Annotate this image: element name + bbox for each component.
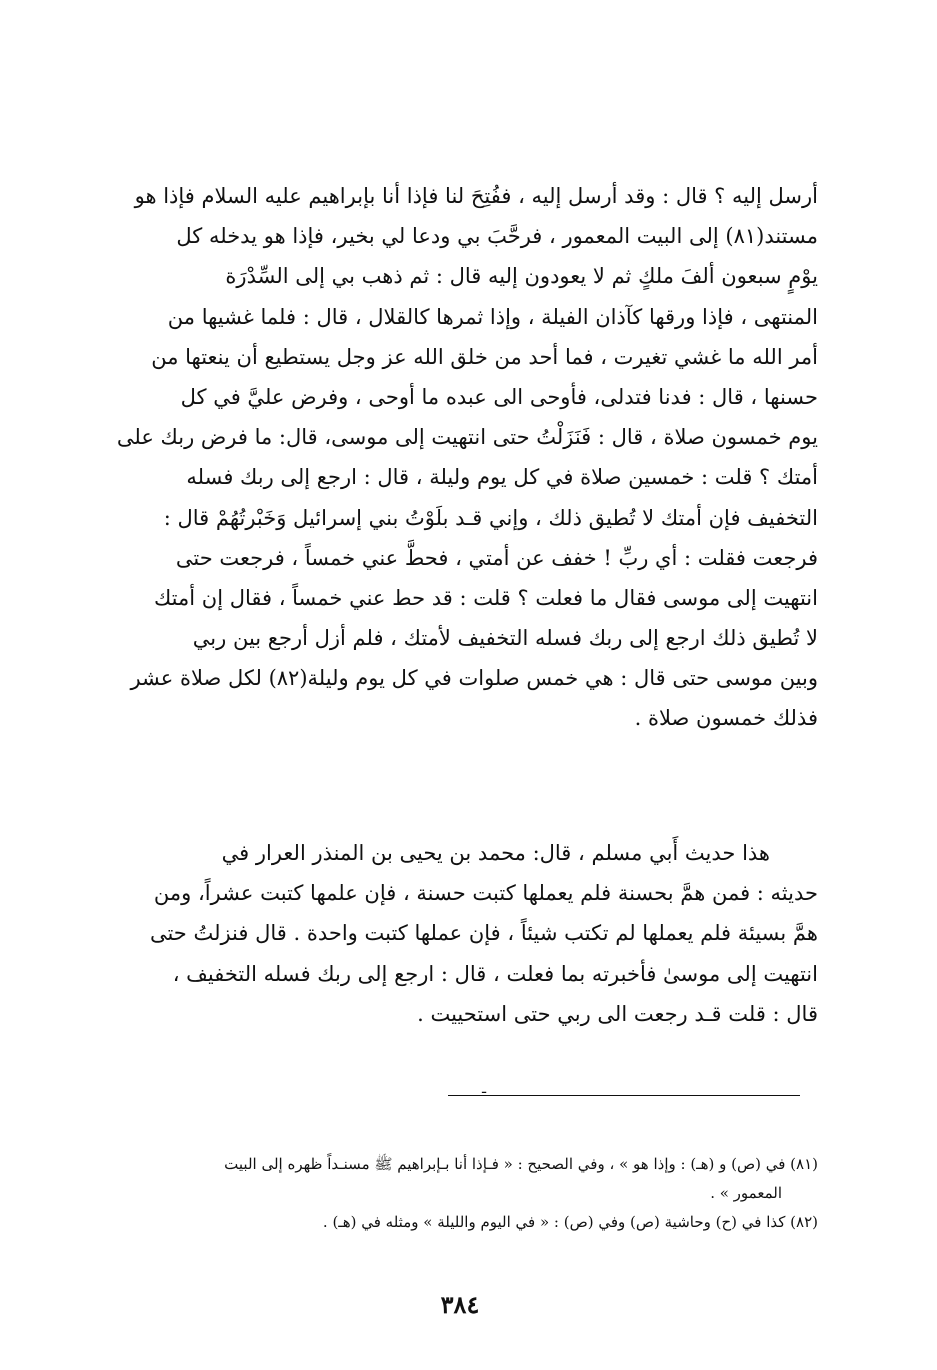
text-line: لا تُطيق ذلك ارجع إلى ربك فسله التخفيف لأمتك ، فلم أزل أرجع بين ربي [192, 626, 818, 651]
text-line: فرجعت فقلت : أي ربِّ ! خفف عن أمتي ، فحطَّ عني خمساً ، فرجعت حتى [175, 545, 818, 570]
text-line: يوْمٍ سبعون ألفَ ملكٍ ثم لا يعودون إليه قال : ثم ذهب بي إلى السِّدْرَة [225, 264, 818, 289]
text-line: يوم خمسون صلاة ، قال : فَنَزَلْتُ حتى انتهيت إلى موسى، قال: ما فرض ربك على [116, 425, 818, 450]
footnote-82: (٨٢) كذا في (ح) وحاشية (ص) وفي (ص) : « في اليوم والليلة » ومثله في (هـ) . [322, 1213, 818, 1231]
footnote-separator-rule [448, 1095, 800, 1096]
text-line: أرسل إليه ؟ قال : وقد أرسل إليه ، ففُتِحَ لنا فإذا أنا بإبراهيم عليه السلام فإذا هو [134, 184, 818, 208]
footnotes [110, 1150, 818, 1237]
text-line: المنتهى ، فإذا ورقها كآذان الفيلة ، وإذا ثمرها كالقلال ، قال : فلما غشيها من [167, 304, 818, 329]
text-line: انتهيت إلى موسىٰ فأخبرته بما فعلت ، قال : ارجع إلى ربك فسله التخفيف ، [172, 961, 818, 986]
text-line: أمر الله ما غشي تغيرت ، فما أحد من خلق الله عز وجل يستطيع أن ينعتها من [151, 344, 818, 369]
text-line: حسنها ، قال : فدنا فتدلى، فأوحى الى عبده ما أوحى ، وفرض عليَّ في كل [180, 384, 818, 409]
footnote-81-continuation: المعمور » . [710, 1184, 782, 1202]
text-line: همَّ بسيئة فلم يعملها لم تكتب شيئاً ، فإن عملها كتبت واحدة . قال فنزلتُ حتى [149, 921, 818, 946]
text-line: التخفيف فإن أمتك لا تُطيق ذلك ، وإني قـد بلَوْتُ بني إسرائيل وَخَبْرتُهُمْ قال : [163, 505, 818, 530]
footnote-81: (٨١) في (ص) و (هـ) : وإذا هو » ، وفي الصحيح : « فـإذا أنا بـإبراهيم ﷺ مسنـداً ظهره إلى البيت [224, 1155, 818, 1173]
paragraph-two [95, 833, 818, 1034]
paragraph-one [95, 176, 818, 739]
text-line: مستند(٨١) إلى البيت المعمور ، فرحَّبَ بي ودعا لي بخير، فإذا هو يدخله كل [176, 224, 818, 249]
page-number: ٣٨٤ [440, 1290, 480, 1319]
text-line: قال : قلت قـد رجعت الى ربي حتى استحييت . [417, 1001, 818, 1026]
text-line: حديثه : فمن همَّ بحسنة فلم يعملها كتبت حسنة ، فإن علمها كتبت عشراً، ومن [153, 881, 818, 906]
text-line: هذا حديث أَبي مسلم ، قال: محمد بن يحيى بن المنذر العرار في [221, 841, 770, 865]
separator-mark: ـ [482, 1081, 487, 1097]
text-line: أمتك ؟ قلت : خمسين صلاة في كل يوم وليلة ، قال : ارجع إلى ربك فسله [186, 465, 818, 490]
text-line: انتهيت إلى موسى فقال ما فعلت ؟ قلت : قد حط عني خمساً ، فقال إن أمتك [153, 585, 818, 610]
text-line: فذلك خمسون صلاة . [634, 706, 818, 731]
text-line: وبين موسى حتى قال : هي خمس صلوات في كل يوم وليلة(٨٢) لكل صلاة عشر [130, 666, 818, 691]
